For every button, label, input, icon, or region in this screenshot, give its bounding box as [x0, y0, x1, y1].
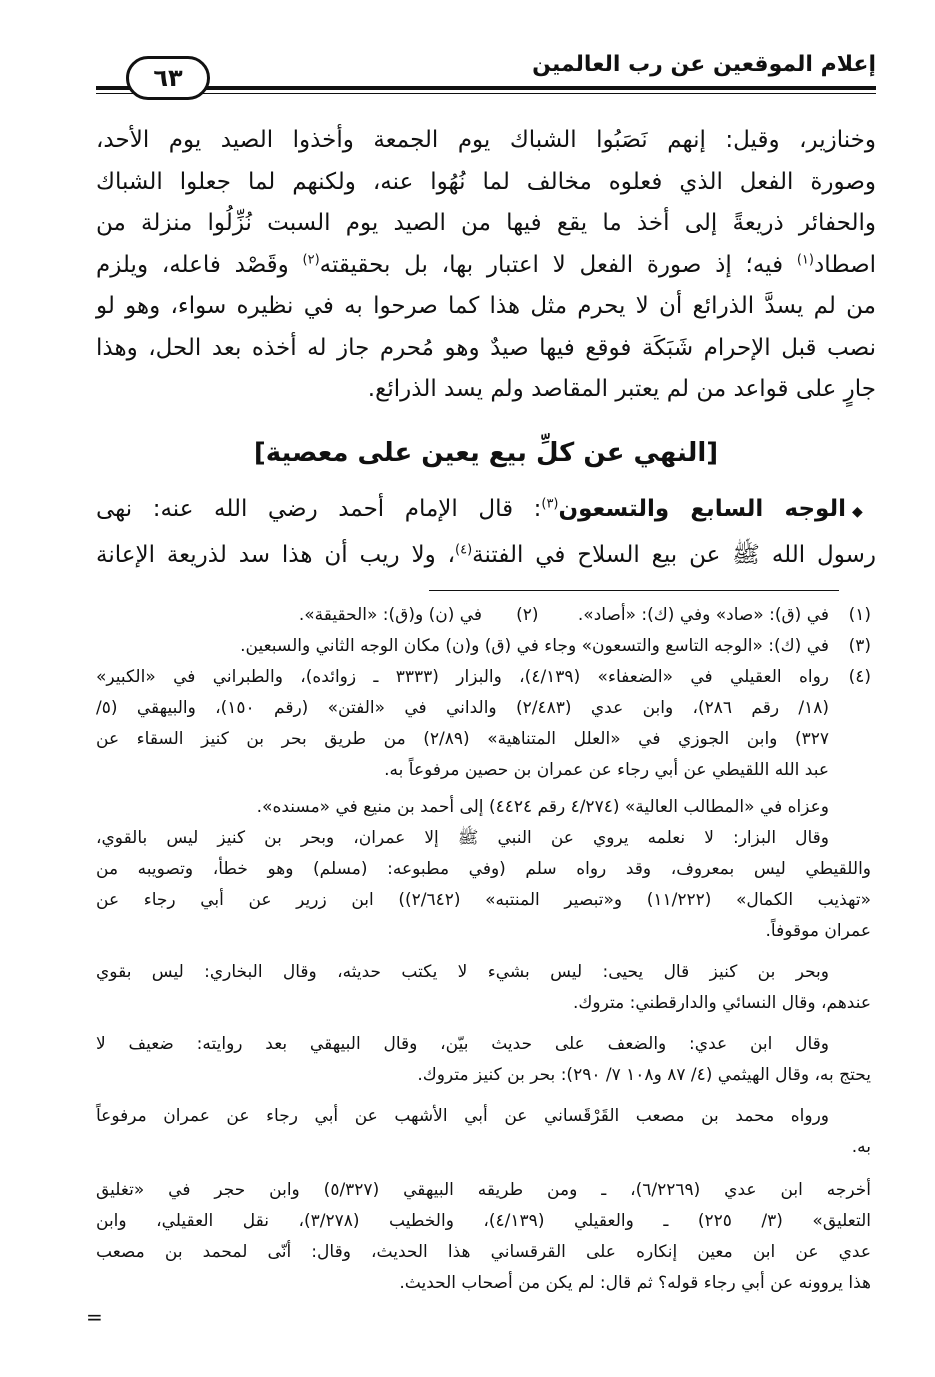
footnote-ref[interactable]: (١) [796, 251, 814, 267]
footnote-text [96, 600, 829, 631]
section-line [96, 534, 876, 577]
body-line: جارٍ على قواعد من لم يعتبر المقاصد ولم يسد الذرائع. [367, 376, 876, 402]
section-lead: الوجه السابع والتسعون [558, 496, 846, 522]
footnote-number: (٢) [516, 605, 539, 625]
footnote-line: يحتج به، وقال الهيثمي (٤/ ٨٧ و١٠٨ ٧/ ٢٩٠): بحر بن كنيز متروك. [417, 1065, 871, 1085]
footnote-pair [96, 600, 871, 631]
page-header [96, 38, 876, 102]
header-rule-thin [96, 93, 876, 94]
continuation-mark: = [86, 1305, 103, 1329]
section-text-segment: رسول الله ﷺ عن بيع السلاح في الفتنة [472, 542, 876, 568]
body-line [96, 245, 876, 287]
body-line: والحفائر ذريعةً إلى أخذ ما يقع فيها من الصيد يوم السبت نُزِّلُوا منزلة من [96, 210, 876, 236]
footnote-line: (١٨/ رقم ٢٨٦)، وابن عدي (٢/٤٨٣) والداني في «الفتن» (رقم ١٥٠)، والبيهقي (٥/ [96, 698, 830, 718]
footnote-1-text: في (ق): «صاد» وفي (ك): «أصاد». [577, 605, 829, 625]
footnote [96, 631, 871, 662]
footnote-line: وقال ابن عدي: والضعف على حديث بيّن، وقال البيهقي بعد روايته: ضعيف لا [96, 1034, 829, 1054]
footnote-number: (١) [848, 605, 871, 625]
spacer [96, 1091, 871, 1101]
footnote-line: ورواه محمد بن مصعب القَرْقَساني عن أبي الأشهب عن أبي رجاء عن عمران مرفوعاً [96, 1106, 829, 1126]
spacer [96, 1163, 871, 1175]
footnote-line: واللقيطي ليس بمعروف، وقد رواه سلم (وفي مطبوعه: (مسلم) وهو خطأ، وتصويبه من [96, 859, 871, 879]
footnote-paragraph [96, 1029, 829, 1060]
footnote-line: رواه العقيلي في «الضعفاء» (٤/١٣٩)، والبزار (٣٣٣٣ ـ زوائده)، والطبراني في «الكبير» [96, 667, 829, 687]
footnote-paragraph [96, 854, 871, 947]
body-line: نصب قبل الإحرام شَبَكَة فوقع فيها صيدٌ وهو مُحرم جاز له أخذه بعد الحل، وهذا [96, 334, 876, 361]
footnote-paragraph [96, 957, 829, 988]
footnote-line: به. [851, 1137, 871, 1157]
footnote-line: هذا يروونه عن أبي رجاء قوله؟ ثم قال: لم يكن من أصحاب الحديث. [399, 1273, 871, 1293]
body-line: وصورة الفعل الذي فعلوه مخالف لما نُهُوا عنه، ولكنهم لما جعلوا الشباك [96, 168, 876, 195]
section-paragraph [96, 488, 876, 577]
footnote-3-text: في (ك): «الوجه التاسع والتسعون» وجاء في (ق) و(ن) مكان الوجه الثاني والسبعين. [240, 636, 829, 656]
footnote-line: وبحر بن كنيز قال يحيى: ليس بشيء لا يكتب حديثه، وقال البخاري: ليس بقوي [96, 962, 829, 982]
footnote-line: وقال البزار: لا نعلمه يروي عن النبي ﷺ إلا عمران، وبحر بن كنيز ليس بالقوي، [96, 828, 829, 848]
footnote-paragraph [96, 792, 829, 823]
footnote-ref[interactable]: (٤) [455, 542, 473, 558]
header-rule-thick [96, 86, 876, 90]
footnote-separator [429, 590, 839, 591]
footnote-paragraph [96, 1175, 871, 1299]
footnotes [96, 600, 871, 1299]
footnote-paragraph [96, 1132, 871, 1163]
spacer [96, 1019, 871, 1029]
main-paragraph [96, 120, 876, 411]
running-title: إعلام الموقعين عن رب العالمين [532, 52, 876, 77]
body-line: من لم يسدَّ الذرائع أن لا يحرم مثل هذا كما صرحوا به في نظيره سواء، وهو لو [96, 293, 876, 319]
footnote-ref[interactable]: (٢) [302, 251, 320, 267]
page-number-badge [126, 56, 210, 100]
body-text-segment: وقَصْد فاعله، ويلزم [96, 251, 289, 278]
section-text-segment: ، ولا ريب أن هذا سد لذريعة الإعانة [96, 542, 455, 568]
footnote-paragraph [96, 988, 871, 1019]
footnote-line: أخرجه ابن عدي (٦/٢٢٦٩)، ـ ومن طريقه البيهقي (٥/٣٢٧) وابن حجر في «تغليق [96, 1180, 872, 1200]
section-heading: [النهي عن كلِّ بيع يعين على معصية] [253, 438, 719, 468]
footnote-line: عدي عن ابن معين إنكاره على القرقساني هذا الحديث، وقال: أنّى لمحمد بن مصعب [96, 1242, 871, 1262]
footnote-ref[interactable]: (٣) [541, 496, 559, 512]
footnote-paragraph [96, 1101, 829, 1132]
body-line: وخنازير، وقيل: إنهم نَصَبُوا الشباك يوم الجمعة وأخذوا الصيد يوم الأحد، [96, 127, 876, 153]
body-text-segment: اصطاد [813, 251, 877, 278]
footnote-2-text: في (ن) و(ق): «الحقيقة». [298, 605, 483, 625]
footnote-paragraph [96, 1060, 871, 1091]
footnote [96, 662, 871, 786]
footnote-line: عبد الله اللقيطي عن أبي رجاء عن عمران بن حصين مرفوعاً به. [384, 760, 829, 780]
page-number: ٦٣ [153, 64, 183, 92]
footnote-number: (٣) [848, 636, 871, 656]
section-text-segment: : قال الإمام أحمد رضي الله عنه: نهى [96, 496, 542, 522]
footnote-line: التعليق» (٣/ ٢٢٥) ـ والعقيلي (٤/١٣٩)، والخطيب (٣/٢٧٨)، نقل العقيلي، وابن [96, 1211, 872, 1231]
body-text-segment: فيه؛ إذ صورة الفعل لا اعتبار بها، بل بحقيقته [319, 251, 784, 278]
bullet-icon: ◆ [852, 504, 876, 520]
footnote-line: عندهم، وقال النسائي والدارقطني: متروك. [572, 993, 871, 1013]
footnote-line: «تهذيب الكمال» (١١/٢٢٢) و«تبصير المنتبه» (٢/٦٤٢)) ابن زرير عن أبي رجاء عن [96, 890, 871, 910]
footnote-line: عمران موقوفاً. [765, 921, 871, 941]
spacer [96, 947, 871, 957]
footnote-line: ٣٢٧) وابن الجوزي في «العلل المتناهية» (٢/٨٩) من طريق بحر بن كنيز السقاء عن [96, 729, 829, 749]
footnote-4-text [96, 662, 829, 786]
footnote-paragraph [96, 823, 829, 854]
section-line [96, 488, 876, 534]
footnote-line: وعزاه في «المطالب العالية» (٤/٢٧٤ رقم ٤٤٢٤) إلى أحمد بن منيع في «مسنده». [256, 797, 829, 817]
footnote-number: (٤) [848, 667, 871, 687]
